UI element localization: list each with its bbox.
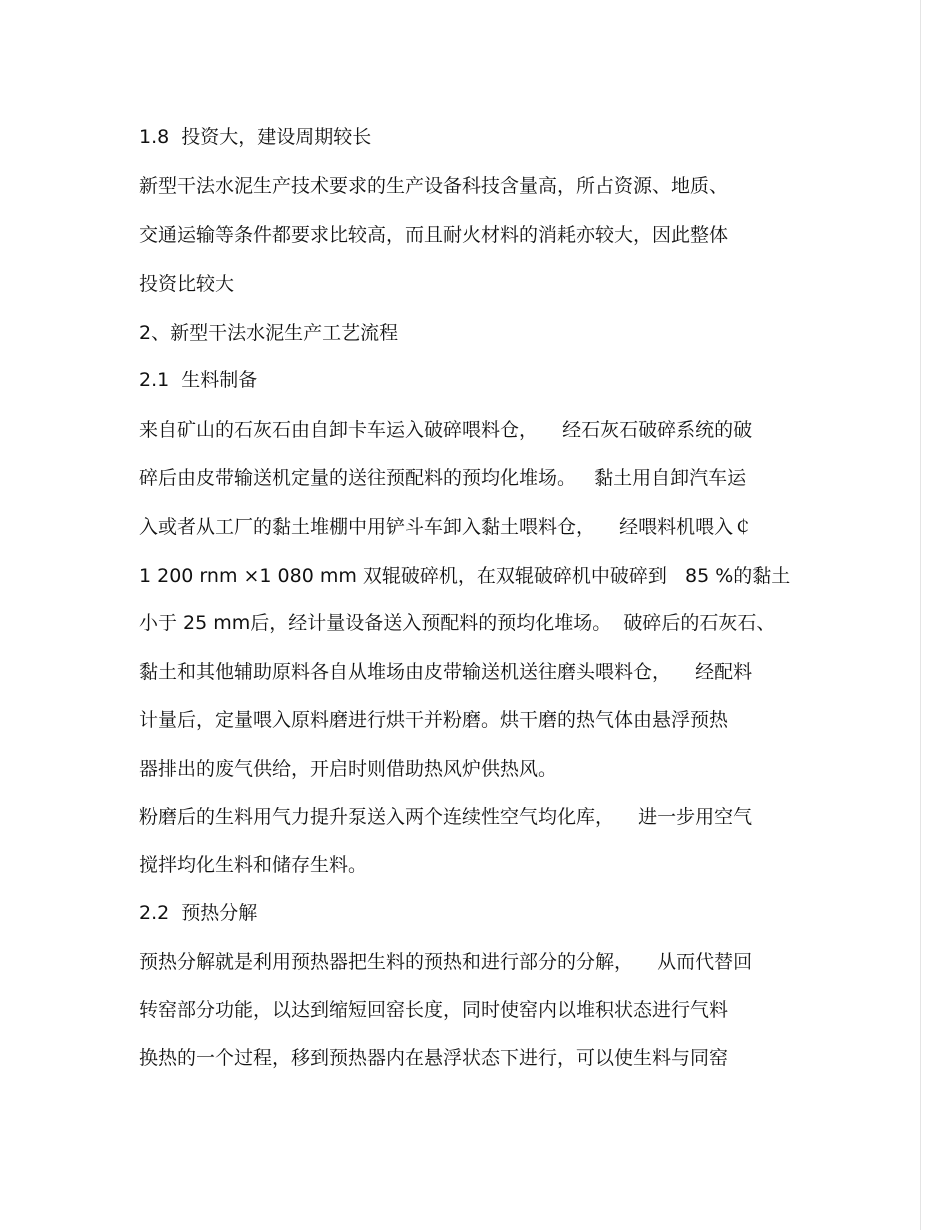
section-heading-2: 2、新型干法水泥生产工艺流程	[139, 322, 399, 344]
paragraph-line: 预热分解就是利用预热器把生料的预热和进行部分的分解， 从而代替回	[139, 951, 753, 973]
section-heading-2-1: 2.1 生料制备	[139, 369, 258, 391]
page-edge-divider	[920, 0, 921, 1230]
section-heading-2-2: 2.2 预热分解	[139, 902, 258, 924]
paragraph-line: 入或者从工厂的黏土堆棚中用铲斗车卸入黏土喂料仓， 经喂料机喂入￠	[139, 516, 753, 538]
paragraph-line: 交通运输等条件都要求比较高，而且耐火材料的消耗亦较大，因此整体	[139, 224, 729, 246]
paragraph-line: 碎后由皮带输送机定量的送往预配料的预均化堆场。 黏土用自卸汽车运	[139, 467, 747, 489]
paragraph-line: 1 200 rnm ×1 080 mm 双辊破碎机，在双辊破碎机中破碎到 85 %的黏土	[139, 565, 791, 587]
paragraph-line: 来自矿山的石灰石由自卸卡车运入破碎喂料仓， 经石灰石破碎系统的破	[139, 419, 753, 441]
paragraph-line: 计量后，定量喂入原料磨进行烘干并粉磨。烘干磨的热气体由悬浮预热	[139, 709, 729, 731]
paragraph-line: 粉磨后的生料用气力提升泵送入两个连续性空气均化库， 进一步用空气	[139, 806, 753, 828]
paragraph-line: 投资比较大	[139, 273, 235, 295]
paragraph-line: 黏土和其他辅助原料各自从堆场由皮带输送机送往磨头喂料仓， 经配料	[139, 661, 753, 683]
paragraph-line: 小于 25 mm后，经计量设备送入预配料的预均化堆场。 破碎后的石灰石、	[139, 612, 776, 634]
paragraph-line: 搅拌均化生料和储存生料。	[139, 854, 368, 876]
paragraph-line: 转窑部分功能，以达到缩短回窑长度，同时使窑内以堆积状态进行气料	[139, 999, 729, 1021]
paragraph-line: 器排出的废气供给，开启时则借助热风炉供热风。	[139, 758, 558, 780]
section-heading-1-8: 1.8 投资大，建设周期较长	[139, 126, 372, 148]
paragraph-line: 新型干法水泥生产技术要求的生产设备科技含量高，所占资源、地质、	[139, 175, 729, 197]
paragraph-line: 换热的一个过程，移到预热器内在悬浮状态下进行，可以使生料与同窑	[139, 1047, 729, 1069]
